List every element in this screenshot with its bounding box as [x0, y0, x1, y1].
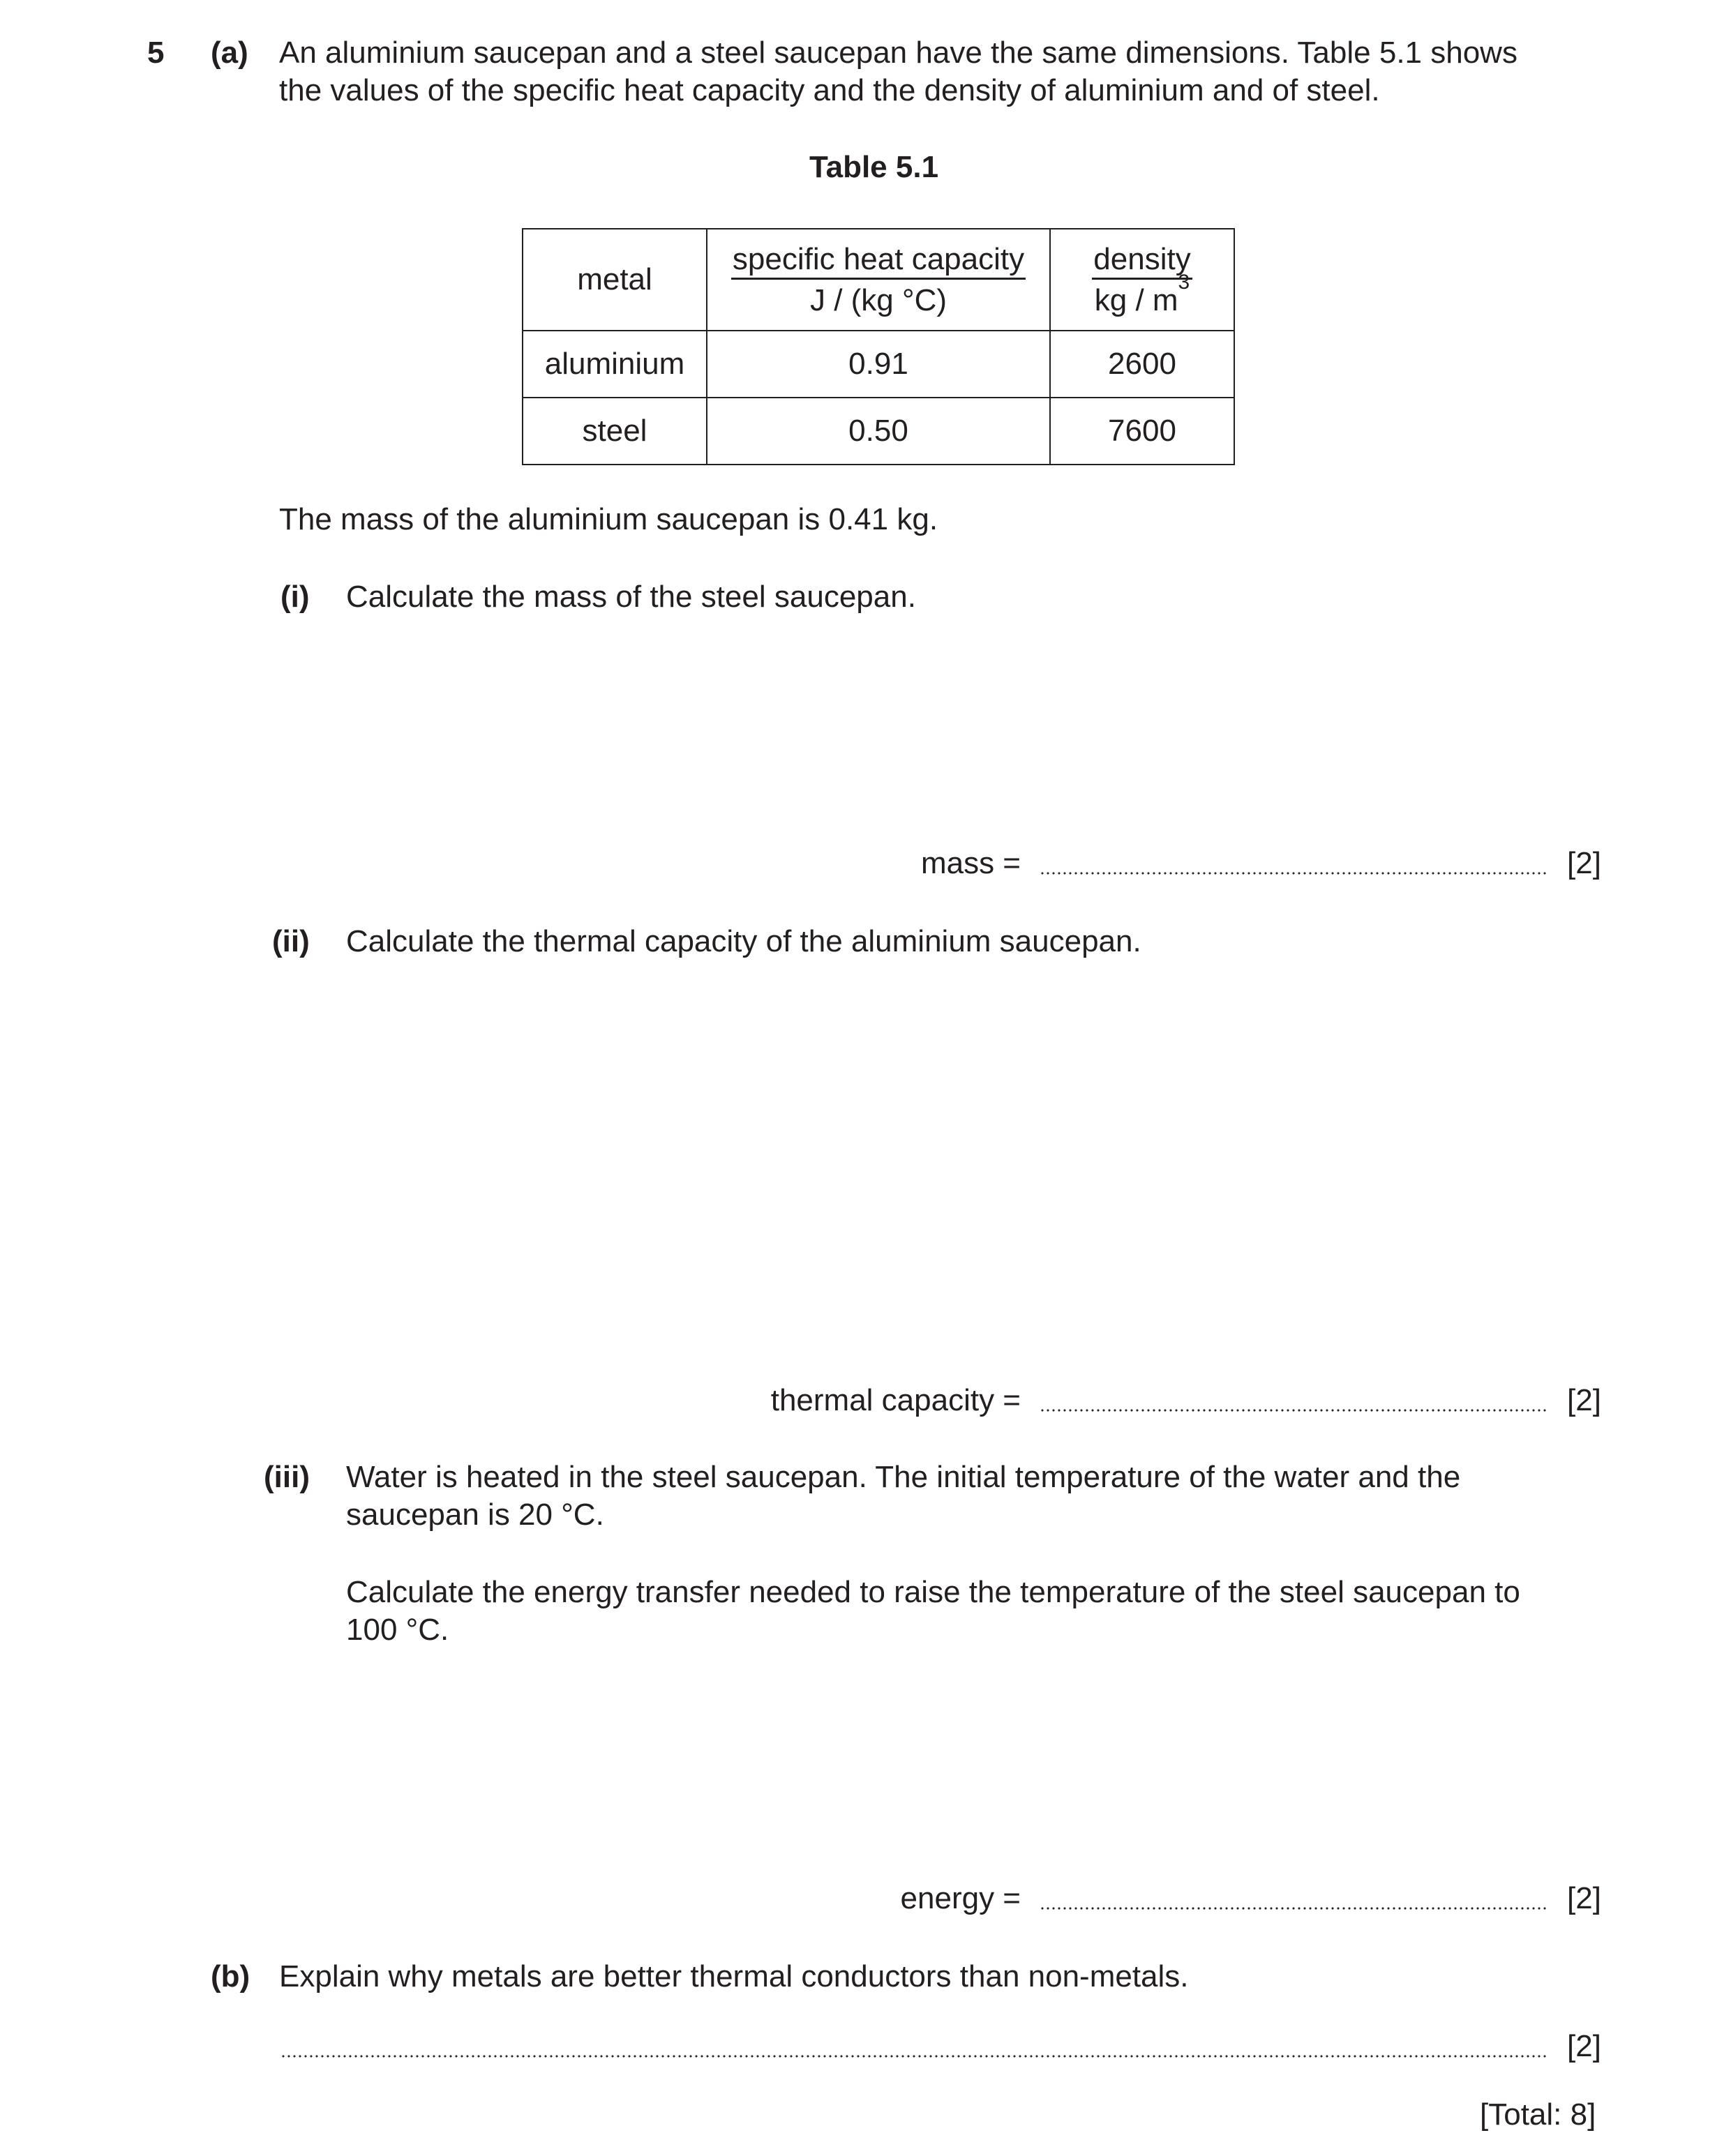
sub-ii-marks: [2] [1567, 1383, 1601, 1417]
part-b-answer-line[interactable] [280, 2055, 1548, 2058]
table-row [523, 398, 1234, 465]
cell-density: 7600 [1050, 398, 1234, 465]
sub-iii-paragraph2-line2: 100 °C. [346, 1613, 449, 1647]
cell-specific-heat-capacity: 0.50 [707, 398, 1050, 465]
cell-density: 2600 [1050, 331, 1234, 398]
cell-specific-heat-capacity: 0.91 [707, 331, 1050, 398]
data-table [522, 228, 1235, 465]
thermal-capacity-answer-label: thermal capacity = [770, 1383, 1021, 1417]
part-b-marks: [2] [1567, 2029, 1601, 2063]
sub-iii-marks: [2] [1567, 1881, 1601, 1915]
mass-answer-label: mass = [920, 846, 1021, 880]
table-title: Table 5.1 [809, 150, 939, 184]
header-metal: metal [523, 229, 707, 331]
sub-iii-paragraph1 [346, 1458, 1608, 1534]
part-a-intro-line2: the values of the specific heat capacity and the density of aluminium and of steel. [279, 73, 1380, 107]
sub-iii-paragraph2-line1: Calculate the energy transfer needed to raise the temperature of the steel saucepan to [346, 1575, 1520, 1609]
sub-iii-label: (iii) [264, 1460, 310, 1494]
thermal-capacity-answer-line[interactable] [1040, 1409, 1548, 1412]
header-density-unit [1092, 270, 1192, 317]
sub-iii-paragraph2 [346, 1574, 1608, 1649]
total-marks: [Total: 8] [1480, 2097, 1596, 2132]
question-number: 5 [147, 36, 165, 70]
sub-ii-text: Calculate the thermal capacity of the aluminium saucepan. [346, 924, 1141, 958]
header-shc-quantity: specific heat capacity [731, 244, 1026, 280]
part-a-intro-line1: An aluminium saucepan and a steel saucepan have the same dimensions. Table 5.1 shows [279, 36, 1518, 70]
energy-answer-label: energy = [900, 1881, 1021, 1915]
header-density-quantity: density [1092, 244, 1192, 280]
header-density-unit-exponent: 3 [1178, 270, 1190, 294]
sub-ii-label: (ii) [272, 924, 310, 958]
header-density [1050, 229, 1234, 331]
cell-metal: steel [523, 398, 707, 465]
sub-i-label: (i) [280, 580, 310, 614]
header-density-unit-base: kg / m [1094, 282, 1178, 317]
sub-iii-paragraph1-line2: saucepan is 20 °C. [346, 1498, 604, 1532]
part-a-label: (a) [211, 36, 248, 70]
header-specific-heat-capacity [707, 229, 1050, 331]
cell-metal: aluminium [523, 331, 707, 398]
sub-i-text: Calculate the mass of the steel saucepan. [346, 580, 916, 614]
part-a-intro [279, 34, 1608, 110]
part-b-label: (b) [211, 1959, 250, 1993]
energy-answer-line[interactable] [1040, 1907, 1548, 1910]
mass-answer-line[interactable] [1040, 872, 1548, 875]
sub-iii-paragraph1-line1: Water is heated in the steel saucepan. The initial temperature of the water and the [346, 1460, 1461, 1494]
part-b-text: Explain why metals are better thermal conductors than non-metals. [279, 1959, 1189, 1993]
table-header-row [523, 229, 1234, 331]
table-row [523, 331, 1234, 398]
header-shc-unit: J / (kg °C) [809, 282, 947, 317]
sub-i-marks: [2] [1567, 846, 1601, 880]
mass-statement: The mass of the aluminium saucepan is 0.41 kg. [279, 502, 938, 536]
